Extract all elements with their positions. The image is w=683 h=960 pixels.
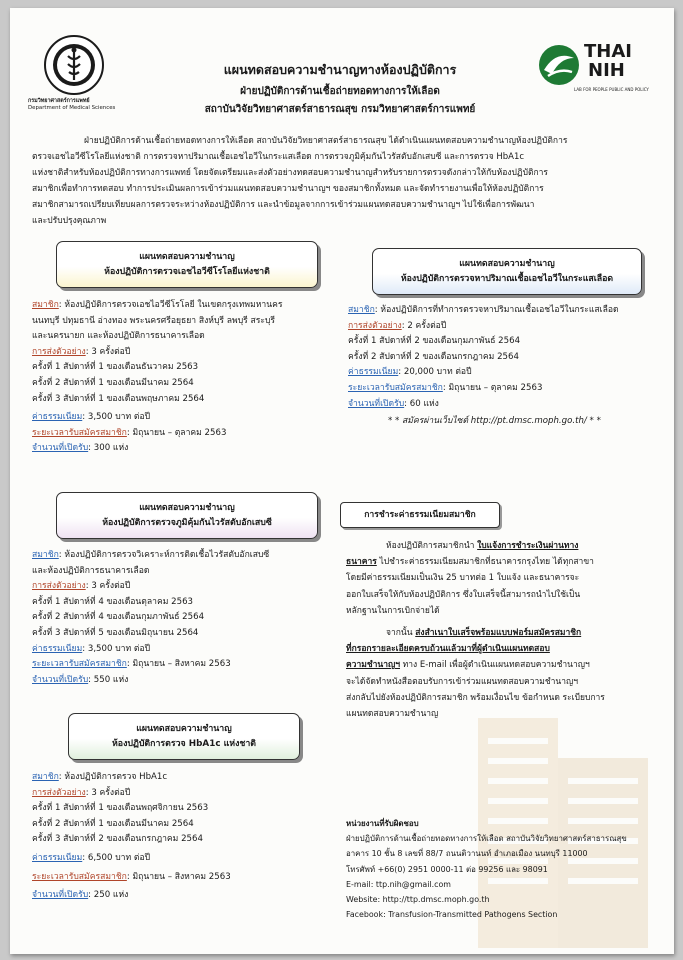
hiv-serology-title-box <box>56 241 318 288</box>
member-text: : ห้องปฏิบัติการตรวจเอชไอวีซีโรโลยี ในเขตกรุงเทพมหานคร <box>58 300 283 310</box>
hcv-title-box <box>56 492 318 539</box>
quota-value: : 60 แห่ง <box>404 398 439 409</box>
hba1c-details <box>32 770 352 904</box>
member-text: : ห้องปฏิบัติการที่ทำการตรวจหาปริมาณเชื้อเอชไอวีในกระแสเลือด <box>374 305 619 315</box>
payment-text-emphasis: ใบแจ้งการชำระเงินผ่านทาง <box>477 541 579 551</box>
payment-text: ไปชำระค่าธรรมเนียมสมาชิกที่ธนาคารกรุงไทย ได้ทุกสาขา <box>376 557 594 568</box>
thai-nih-logo <box>538 42 648 100</box>
member-label: สมาชิก <box>348 305 375 315</box>
shipping-label: การส่งตัวอย่าง <box>348 320 402 331</box>
quota-value: : 300 แห่ง <box>88 443 129 454</box>
intro-line: แห่งชาติสำหรับห้องปฏิบัติการทางการแพทย์ โดยจัดเตรียมและส่งตัวอย่างทดสอบความชำนาญสำหรับรายการตรวจดังกล่าวให้กับห้องปฏิบัติการ <box>32 167 549 178</box>
intro-line: ฝ่ายปฏิบัติการด้านเชื้อถ่ายทอดทางการให้เลือด สถาบันวิจัยวิทยาศาสตร์สาธารณสุข ได้ดำเนินแผนทดสอบความชำนาญห้องปฏิบัติการ <box>84 136 568 146</box>
contact-facebook[interactable]: Facebook: Transfusion-Transmitted Pathogens Section <box>346 910 558 920</box>
period-label: ระยะเวลารับสมัครสมาชิก <box>32 871 127 882</box>
payment-text: จะได้จัดทำหนังสือตอบรับการเข้าร่วมแผนทดสอบความชำนาญฯ <box>346 676 579 687</box>
period-value: : มิถุนายน – สิงหาคม 2563 <box>126 871 231 882</box>
period-value: : มิถุนายน – สิงหาคม 2563 <box>126 659 231 670</box>
dmsc-caption-english: Department of Medical Sciences <box>28 105 116 111</box>
intro-line: ตรวจเอชไอวีซีโรโลยีแห่งชาติ การตรวจหาปริมาณเชื้อเอชไอวีในกระแสเลือด การตรวจภูมิคุ้มกันไวรัสตับอักเสบซี และการตรวจ HbA1c <box>32 151 525 162</box>
round-item: ครั้งที่ 2 สัปดาห์ที่ 2 ของเดือนกรกฎาคม 2564 <box>348 351 519 362</box>
contact-heading: หน่วยงานที่รับผิดชอบ <box>346 819 419 828</box>
website-note: * * สมัครผ่านเว็บไซต์ http://pt.dmsc.moph.go.th/ * * <box>388 416 601 427</box>
intro-paragraph <box>32 134 660 229</box>
fee-label: ค่าธรรมเนียม <box>32 852 83 863</box>
member-label: สมาชิก <box>32 300 59 310</box>
thai-nih-tagline: LAB FOR PEOPLE PUBLIC AND POLICY <box>574 87 649 92</box>
shipping-value: : 3 ครั้งต่อปี <box>85 346 131 357</box>
payment-text-emphasis: ส่งสำเนาใบเสร็จพร้อมแบบฟอร์มสมัครสมาชิก <box>415 628 582 639</box>
dmsc-emblem-icon <box>44 34 104 96</box>
round-item: ครั้งที่ 2 สัปดาห์ที่ 1 ของเดือนมีนาคม 2564 <box>32 818 194 829</box>
member-label: สมาชิก <box>32 550 59 560</box>
hiv-serology-box-line-2: ห้องปฏิบัติการตรวจเอชไอวีซีโรโลยีแห่งชาติ <box>104 266 270 277</box>
period-value: : มิถุนายน – ตุลาคม 2563 <box>442 382 543 393</box>
payment-text: แผนทดสอบความชำนาญ <box>346 709 439 720</box>
round-item: ครั้งที่ 2 สัปดาห์ที่ 4 ของเดือนกุมภาพันธ์ 2564 <box>32 612 205 623</box>
fee-value: : 6,500 บาท ต่อปี <box>82 852 151 863</box>
period-label: ระยะเวลารับสมัครสมาชิก <box>32 427 127 438</box>
shipping-label: การส่งตัวอย่าง <box>32 346 86 357</box>
thai-nih-word-2: NIH <box>588 60 625 81</box>
member-text: และห้องปฏิบัติการธนาคารเลือด <box>32 565 150 576</box>
fee-value: : 20,000 บาท ต่อปี <box>398 367 472 378</box>
member-text: : ห้องปฏิบัติการตรวจวิเคราะห์การติดเชื้อไวรัสตับอักเสบซี <box>58 550 270 560</box>
intro-line: สมาชิกสามารถเปรียบเทียบผลการตรวจระหว่างห้องปฏิบัติการ และนำข้อมูลจากการเข้าร่วมแผนทดสอบความชำนาญฯ ไปใช้เพื่อการพัฒนา <box>32 199 535 210</box>
quota-label: จำนวนที่เปิดรับ <box>32 674 89 685</box>
hiv-viral-load-box-line-2: ห้องปฏิบัติการตรวจหาปริมาณเชื้อเอชไอวีในกระแสเลือด <box>400 273 614 284</box>
payment-instructions <box>346 538 646 722</box>
member-label: สมาชิก <box>32 772 59 782</box>
payment-text-emphasis: ธนาคาร <box>346 557 377 568</box>
page-subtitle-2: สถาบันวิจัยวิทยาศาสตร์สาธารณสุข กรมวิทยาศาสตร์การแพทย์ <box>204 104 476 115</box>
period-label: ระยะเวลารับสมัครสมาชิก <box>32 659 127 670</box>
quota-label: จำนวนที่เปิดรับ <box>32 890 89 901</box>
hcv-box-line-2: ห้องปฏิบัติการตรวจภูมิคุ้มกันไวรัสตับอักเสบซี <box>102 517 272 528</box>
payment-text-emphasis: ที่กรอกรายละเอียดครบถ้วนแล้วมาที่ผู้ดำเนินแผนทดสอบ <box>346 644 550 655</box>
round-item: ครั้งที่ 1 สัปดาห์ที่ 1 ของเดือนธันวาคม 2563 <box>32 362 199 373</box>
hcv-box-line-1: แผนทดสอบความชำนาญ <box>139 502 235 513</box>
quota-label: จำนวนที่เปิดรับ <box>32 443 89 454</box>
hiv-viral-load-title-box <box>372 248 642 295</box>
quota-value: : 550 แห่ง <box>88 674 129 685</box>
member-text: และนครนายก และห้องปฏิบัติการธนาคารเลือด <box>32 331 205 342</box>
thai-nih-word-1: THAI <box>584 41 632 62</box>
fee-label: ค่าธรรมเนียม <box>32 643 83 654</box>
shipping-label: การส่งตัวอย่าง <box>32 787 86 798</box>
round-item: ครั้งที่ 3 สัปดาห์ที่ 5 ของเดือนมิถุนายน 2564 <box>32 627 199 638</box>
intro-line: และปรับปรุงคุณภาพ <box>32 215 107 226</box>
hba1c-title-box <box>68 713 300 760</box>
member-text: : ห้องปฏิบัติการตรวจ HbA1c <box>58 772 168 782</box>
hiv-viral-load-box-line-1: แผนทดสอบความชำนาญ <box>459 258 555 269</box>
payment-text: ออกใบเสร็จให้กับห้องปฏิบัติการ ซึ่งใบเสร็จนี้สามารถนำไปใช้เป็น <box>346 589 581 600</box>
shipping-value: : 2 ครั้งต่อปี <box>401 320 447 331</box>
payment-title-box <box>340 502 500 528</box>
hba1c-box-line-2: ห้องปฏิบัติการตรวจ HbA1c แห่งชาติ <box>111 738 256 749</box>
hiv-serology-details <box>32 298 352 457</box>
hiv-viral-load-details <box>348 303 668 430</box>
shipping-value: : 3 ครั้งต่อปี <box>85 787 131 798</box>
hiv-serology-box-line-1: แผนทดสอบความชำนาญ <box>139 251 235 262</box>
contact-email[interactable]: E-mail: ttp.nih@gmail.com <box>346 879 451 889</box>
intro-line: สมาชิกเพื่อทำการทดสอบ ทำการประเมินผลการเข้าร่วมแผนทดสอบความชำนาญฯ ของสมาชิกทั้งหมด และจัดทำรายงานเพื่อให้ห้องปฏิบัติการ <box>32 183 544 194</box>
page-title: แผนทดสอบความชำนาญทางห้องปฏิบัติการ <box>223 62 457 77</box>
round-item: ครั้งที่ 1 สัปดาห์ที่ 1 ของเดือนพฤศจิกายน 2563 <box>32 803 209 814</box>
page-subtitle-1: ฝ่ายปฏิบัติการด้านเชื้อถ่ายทอดทางการให้เลือด <box>240 86 440 97</box>
contact-line: อาคาร 10 ชั้น 8 เลขที่ 88/7 ถนนติวานนท์ อำเภอเมือง นนทบุรี 11000 <box>346 849 588 859</box>
hcv-details <box>32 548 352 688</box>
thai-nih-emblem-icon <box>538 44 580 86</box>
quota-label: จำนวนที่เปิดรับ <box>348 398 405 409</box>
payment-text: จากนั้น <box>386 628 416 639</box>
payment-text-emphasis: ความชำนาญฯ <box>346 660 400 671</box>
fee-label: ค่าธรรมเนียม <box>32 412 83 423</box>
hba1c-box-line-1: แผนทดสอบความชำนาญ <box>136 723 232 734</box>
period-value: : มิถุนายน – ตุลาคม 2563 <box>126 427 227 438</box>
contact-line: ฝ่ายปฏิบัติการด้านเชื้อถ่ายทอดทางการให้เลือด สถาบันวิจัยวิทยาศาสตร์สาธารณสุข <box>346 834 627 844</box>
dmsc-caption-thai: กรมวิทยาศาสตร์การแพทย์ <box>28 98 90 104</box>
contact-section <box>346 816 666 922</box>
fee-label: ค่าธรรมเนียม <box>348 367 399 378</box>
header <box>140 60 540 117</box>
payment-text: หลักฐานในการเบิกจ่ายได้ <box>346 605 440 616</box>
shipping-value: : 3 ครั้งต่อปี <box>85 581 131 592</box>
payment-text: ห้องปฏิบัติการสมาชิกนำ <box>386 541 478 551</box>
quota-value: : 250 แห่ง <box>88 890 129 901</box>
payment-text: โดยมีค่าธรรมเนียมเป็นเงิน 25 บาทต่อ 1 ใบแจ้ง และธนาคารจะ <box>346 573 580 584</box>
contact-website[interactable]: Website: http://ttp.dmsc.moph.go.th <box>346 895 490 905</box>
period-label: ระยะเวลารับสมัครสมาชิก <box>348 382 443 393</box>
member-text: นนทบุรี ปทุมธานี อ่างทอง พระนครศรีอยุธยา สิงห์บุรี ลพบุรี สระบุรี <box>32 315 276 326</box>
dmsc-logo <box>44 34 104 96</box>
payment-text: ทาง E-mail เพื่อผู้ดำเนินแผนทดสอบความชำนาญฯ <box>399 660 590 671</box>
fee-value: : 3,500 บาท ต่อปี <box>82 643 151 654</box>
payment-title: การชำระค่าธรรมเนียมสมาชิก <box>364 509 476 520</box>
contact-phone: โทรศัพท์ +66(0) 2951 0000-11 ต่อ 99256 และ 98091 <box>346 864 548 874</box>
round-item: ครั้งที่ 3 สัปดาห์ที่ 2 ของเดือนกรกฎาคม 2564 <box>32 834 203 845</box>
round-item: ครั้งที่ 2 สัปดาห์ที่ 1 ของเดือนมีนาคม 2564 <box>32 377 194 388</box>
flyer-page <box>10 8 674 954</box>
round-item: ครั้งที่ 1 สัปดาห์ที่ 4 ของเดือนตุลาคม 2563 <box>32 596 193 607</box>
fee-value: : 3,500 บาท ต่อปี <box>82 412 151 423</box>
shipping-label: การส่งตัวอย่าง <box>32 581 86 592</box>
payment-text: ส่งกลับไปยังห้องปฏิบัติการสมาชิก พร้อมเงื่อนไข ข้อกำหนด ระเบียบการ <box>346 692 605 703</box>
round-item: ครั้งที่ 3 สัปดาห์ที่ 1 ของเดือนพฤษภาคม 2564 <box>32 393 205 404</box>
round-item: ครั้งที่ 1 สัปดาห์ที่ 2 ของเดือนกุมภาพันธ์ 2564 <box>348 336 521 347</box>
